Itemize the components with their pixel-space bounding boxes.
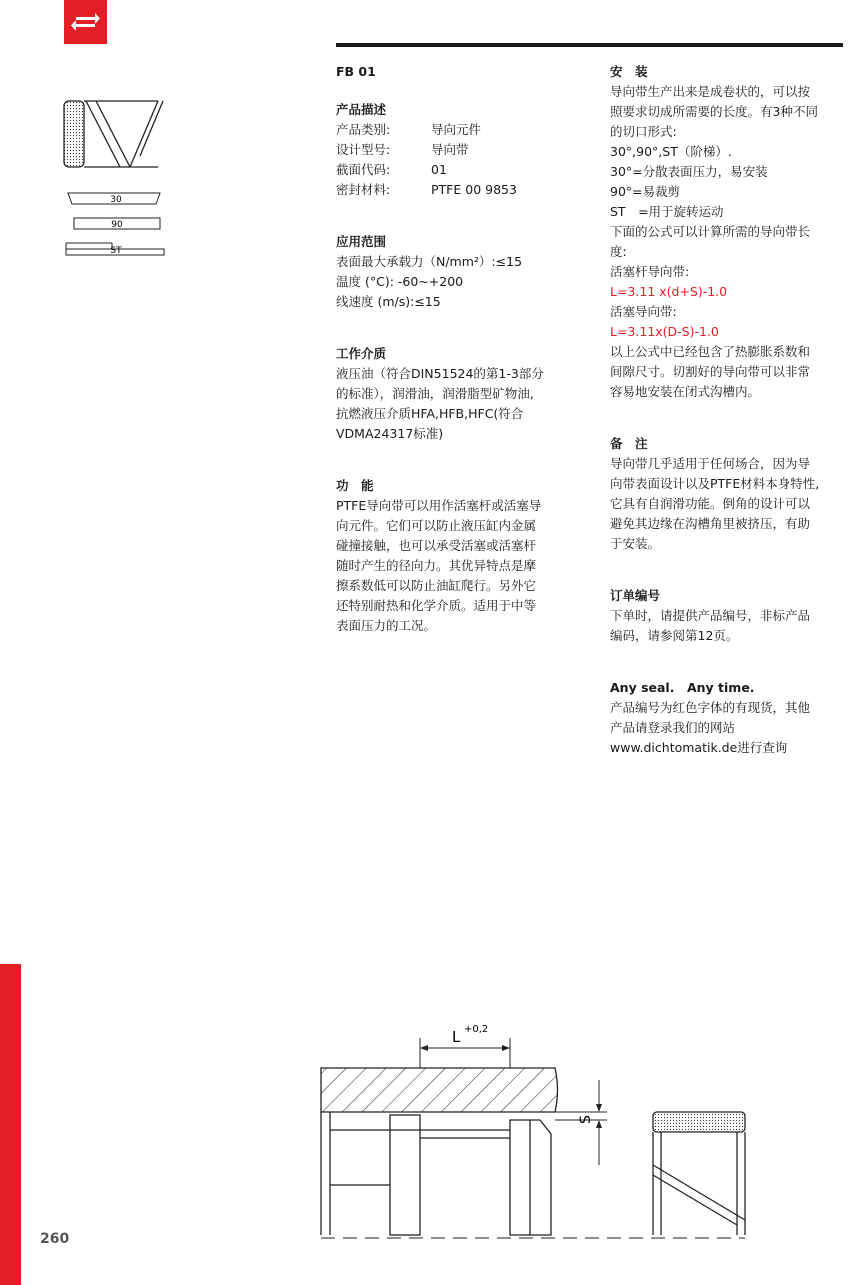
install-line: ST =用于旋转运动 (610, 204, 724, 219)
application-line: 温度 (°C): -60~+200 (336, 274, 464, 289)
dim-tolerance: +0,2 (464, 1024, 489, 1035)
product-desc-title: 产品描述 (336, 102, 387, 117)
medium-line: 液压油（符合DIN51524的第1-3部分 (336, 366, 544, 381)
piston-formula: L=3.11x(D-S)-1.0 (610, 324, 719, 339)
right-text-column (610, 62, 836, 758)
install-line: 下面的公式可以计算所需的导向带长 (610, 224, 811, 239)
function-line: 碰撞接触，也可以承受活塞或活塞杆 (336, 538, 537, 553)
order-title: 订单编号 (610, 588, 661, 603)
remarks-line: 它具有自润滑功能。倒角的设计可以 (610, 496, 811, 511)
dim-l: L (452, 1028, 461, 1046)
remarks-line: 避免其边缘在沟槽角里被挤压，有助 (610, 516, 811, 531)
install-line: 活塞导向带: (610, 304, 677, 319)
cut-label-st: ST (110, 246, 122, 256)
install-line: 活塞杆导向带: (610, 264, 690, 279)
dim-s: S (578, 1115, 594, 1124)
slogan-line: 产品请登录我们的网站 (610, 720, 736, 735)
top-rule (336, 43, 843, 47)
desc-row: 密封材料: PTFE 00 9853 (336, 182, 517, 197)
desc-row: 设计型号: 导向带 (336, 142, 469, 157)
install-line: 容易地安装在闭式沟槽内。 (610, 384, 761, 399)
remarks-line: 向带表面设计以及PTFE材料本身特性, (610, 476, 820, 491)
function-line: 还特别耐热和化学介质。适用于中等 (336, 598, 537, 613)
brand-logo (64, 0, 107, 44)
desc-row: 产品类别: 导向元件 (336, 122, 482, 137)
install-line: 照要求切成所需要的长度。有3种不同 (610, 104, 818, 119)
install-title: 安 装 (610, 64, 648, 79)
install-line: 度: (610, 244, 627, 259)
function-line: 向元件。它们可以防止液压缸内金属 (336, 518, 537, 533)
remarks-title: 备 注 (610, 436, 648, 451)
install-line: 导向带生产出来是成卷状的，可以按 (610, 84, 811, 99)
cut-types-drawing (60, 98, 170, 262)
application-line: 表面最大承载力（N/mm²）:≤15 (336, 254, 523, 269)
install-line: 30°,90°,ST（阶梯）. (610, 144, 732, 159)
desc-row: 截面代码: 01 (336, 162, 447, 177)
side-red-bar (0, 964, 21, 1285)
function-title: 功 能 (336, 478, 374, 493)
install-line: 30°=分散表面压力，易安装 (610, 164, 768, 179)
medium-line: 抗燃液压介质HFA,HFB,HFC(符合 (336, 406, 524, 421)
model-title: FB 01 (336, 64, 376, 79)
cut-label-90: 90 (111, 220, 123, 230)
install-line: 间隙尺寸。切割好的导向带可以非常 (610, 364, 811, 379)
slogan-line: www.dichtomatik.de进行查询 (610, 740, 788, 755)
rod-formula: L=3.11 x(d+S)-1.0 (610, 284, 728, 299)
page-number: 260 (40, 1231, 70, 1247)
install-line: 的切口形式: (610, 124, 677, 139)
slogan-line: 产品编号为红色字体的有现货，其他 (610, 700, 811, 715)
install-line: 90°=易裁剪 (610, 184, 681, 199)
cut-label-30: 30 (110, 195, 122, 205)
order-line: 编码，请参阅第12页。 (610, 628, 739, 643)
installation-drawing (315, 1020, 765, 1249)
medium-line: 的标准），润滑油，润滑脂型矿物油, (336, 386, 534, 401)
remarks-line: 导向带几乎适用于任何场合，因为导 (610, 456, 811, 471)
application-title: 应用范围 (336, 234, 387, 249)
left-text-column (336, 62, 568, 636)
slogan-title: Any seal. Any time. (610, 680, 755, 695)
arrows-icon (64, 0, 107, 44)
install-line: 以上公式中已经包含了热膨胀系数和 (610, 344, 811, 359)
function-line: 擦系数低可以防止油缸爬行。另外它 (336, 578, 537, 593)
function-line: 表面压力的工况。 (336, 618, 437, 633)
function-line: PTFE导向带可以用作活塞杆或活塞导 (336, 498, 542, 513)
medium-line: VDMA24317标准) (336, 426, 444, 441)
function-line: 随时产生的径向力。其优异特点是摩 (336, 558, 537, 573)
order-line: 下单时，请提供产品编号，非标产品 (610, 608, 811, 623)
application-line: 线速度 (m/s):≤15 (336, 294, 441, 309)
medium-title: 工作介质 (336, 346, 387, 361)
remarks-line: 于安装。 (610, 536, 661, 551)
